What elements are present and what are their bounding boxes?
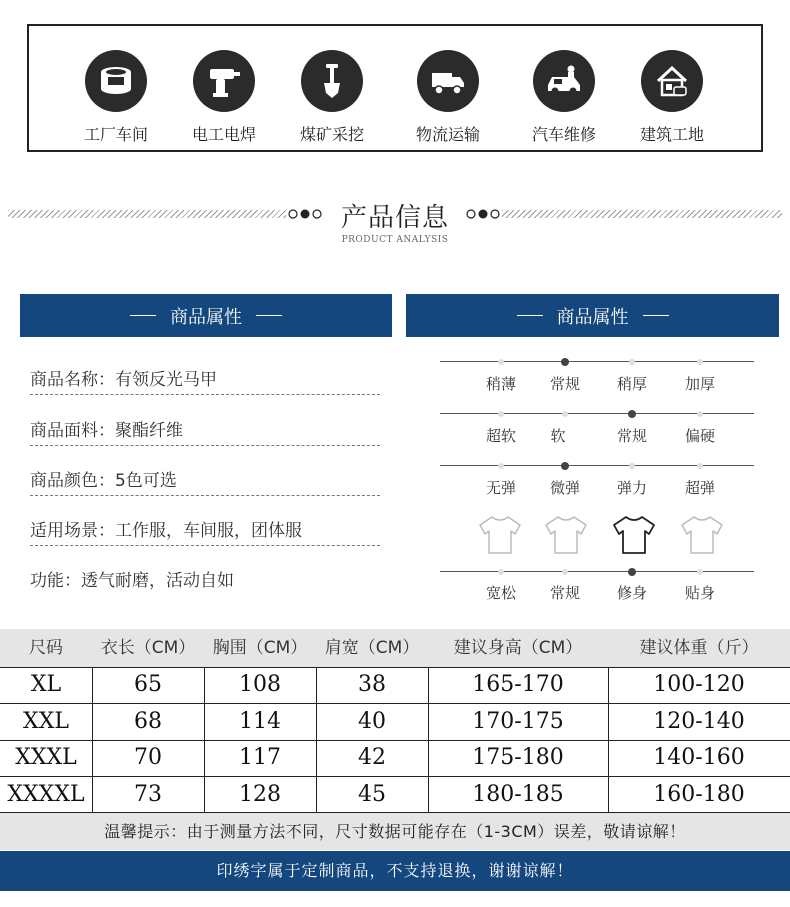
table-cell: 140-160	[653, 745, 745, 770]
tshirt-icon-regular	[542, 514, 590, 556]
header-dash	[256, 315, 282, 316]
scale-line-fit	[440, 571, 754, 572]
scenario-car-repair	[509, 50, 619, 145]
hatch-divider-left	[8, 210, 286, 218]
scales-header-label: 商品属性	[556, 306, 629, 328]
scenario-label: 工厂车间	[83, 125, 148, 144]
table-header-cell: 尺码	[29, 638, 63, 658]
attributes-header-label: 商品属性	[170, 306, 242, 328]
hatch-divider-right	[502, 210, 782, 218]
measurement-tip: 温馨提示：由于测量方法不同，尺寸数据可能存在（1-3CM）误差，敬请谅解！	[0, 813, 790, 850]
house-icon	[641, 50, 703, 112]
scale-option: 常规	[549, 584, 580, 602]
car-repair-icon	[533, 50, 595, 112]
scale-option: 微弹	[549, 479, 580, 497]
scenario-label: 煤矿采挖	[299, 125, 364, 144]
scenario-mining	[277, 50, 387, 145]
section-subtitle: PRODUCT ANALYSIS	[341, 235, 449, 245]
shovel-icon	[301, 50, 363, 112]
dots-ornament-left	[288, 208, 322, 220]
header-dash	[517, 315, 543, 316]
scale-option: 常规	[616, 427, 647, 445]
scale-option: 无弹	[485, 479, 516, 497]
truck-icon	[417, 50, 479, 112]
scale-marker	[629, 359, 635, 365]
scale-marker	[697, 359, 703, 365]
scale-marker	[629, 463, 635, 469]
table-cell: 45	[358, 782, 386, 807]
attribute-row: 商品颜色：5色可选	[30, 466, 380, 496]
table-header-cell: 衣长（CM）	[100, 638, 196, 658]
scenario-label: 建筑工地	[639, 125, 704, 144]
table-cell: XXL	[23, 709, 69, 734]
scenario-construction	[617, 50, 727, 145]
scale-option: 超软	[485, 427, 516, 445]
attribute-row: 商品名称：有领反光马甲	[30, 365, 380, 395]
scenario-label: 汽车维修	[531, 125, 596, 144]
scenario-logistics	[393, 50, 503, 145]
scenario-label: 电工电焊	[191, 125, 256, 144]
scale-marker	[697, 411, 703, 417]
table-cell: XXXL	[15, 745, 77, 770]
scale-option: 常规	[549, 375, 580, 393]
table-cell: 38	[358, 672, 386, 697]
scale-marker	[628, 568, 636, 576]
attributes-header	[20, 294, 392, 337]
scale-option: 稍厚	[616, 375, 647, 393]
table-cell: 68	[134, 709, 162, 734]
scale-option: 加厚	[684, 375, 715, 393]
scale-marker	[498, 411, 504, 417]
table-cell: 40	[358, 709, 386, 734]
scale-marker	[561, 358, 569, 366]
table-cell: 128	[239, 782, 281, 807]
table-cell: 65	[134, 672, 162, 697]
scale-marker	[498, 359, 504, 365]
dots-ornament-right	[466, 208, 500, 220]
attribute-row: 功能：透气耐磨，活动自如	[30, 571, 234, 591]
scenario-panel	[27, 24, 763, 152]
scale-marker	[628, 410, 636, 418]
custom-notice: 印绣字属于定制商品，不支持退换，谢谢谅解！	[0, 851, 790, 891]
tshirt-icon-tight	[678, 514, 726, 556]
table-cell: 100-120	[653, 672, 745, 697]
table-cell: 73	[134, 782, 162, 807]
drill-icon	[193, 50, 255, 112]
scenario-electric	[169, 50, 279, 145]
table-header-cell: 建议体重（斤）	[639, 638, 759, 658]
scale-marker	[562, 569, 568, 575]
scales-header	[406, 294, 779, 337]
tshirt-icon-loose	[476, 514, 524, 556]
scale-option: 弹力	[616, 479, 647, 497]
scenario-label: 物流运输	[415, 125, 480, 144]
table-cell: XXXXL	[7, 782, 85, 807]
table-cell: 70	[134, 745, 162, 770]
scale-option: 软	[550, 427, 566, 445]
table-cell: 108	[239, 672, 281, 697]
scenario-factory	[61, 50, 171, 145]
table-cell: 175-180	[472, 745, 564, 770]
scale-option: 贴身	[684, 584, 715, 602]
scale-marker	[561, 462, 569, 470]
scale-marker	[498, 463, 504, 469]
header-dash	[130, 315, 156, 316]
attribute-row: 适用场景：工作服，车间服，团体服	[30, 516, 380, 546]
table-header-cell: 建议身高（CM）	[453, 638, 583, 658]
scale-option: 偏硬	[684, 427, 715, 445]
scale-line-thickness	[440, 361, 754, 362]
scale-marker	[498, 569, 504, 575]
scale-line-softness	[440, 413, 754, 414]
table-cell: 42	[358, 745, 386, 770]
table-cell: 160-180	[653, 782, 745, 807]
attribute-row: 商品面料：聚酯纤维	[30, 416, 380, 446]
factory-reel-icon	[85, 50, 147, 112]
table-cell: 120-140	[653, 709, 745, 734]
section-title: 产品信息	[340, 203, 449, 233]
table-cell: 114	[239, 709, 281, 734]
scale-marker	[697, 463, 703, 469]
scale-option: 修身	[616, 584, 647, 602]
table-cell: 170-175	[472, 709, 564, 734]
header-dash	[643, 315, 669, 316]
scale-marker	[697, 569, 703, 575]
scale-marker	[562, 411, 568, 417]
table-cell: 180-185	[472, 782, 564, 807]
table-cell: 117	[239, 745, 281, 770]
table-header-cell: 肩宽（CM）	[324, 638, 420, 658]
scale-option: 稍薄	[485, 375, 516, 393]
tshirt-icon-slim	[610, 514, 658, 556]
table-cell: XL	[30, 672, 62, 697]
table-header-cell: 胸围（CM）	[212, 638, 308, 658]
scale-line-elasticity	[440, 465, 754, 466]
table-cell: 165-170	[472, 672, 564, 697]
scale-option: 宽松	[485, 584, 516, 602]
scale-option: 超弹	[684, 479, 715, 497]
